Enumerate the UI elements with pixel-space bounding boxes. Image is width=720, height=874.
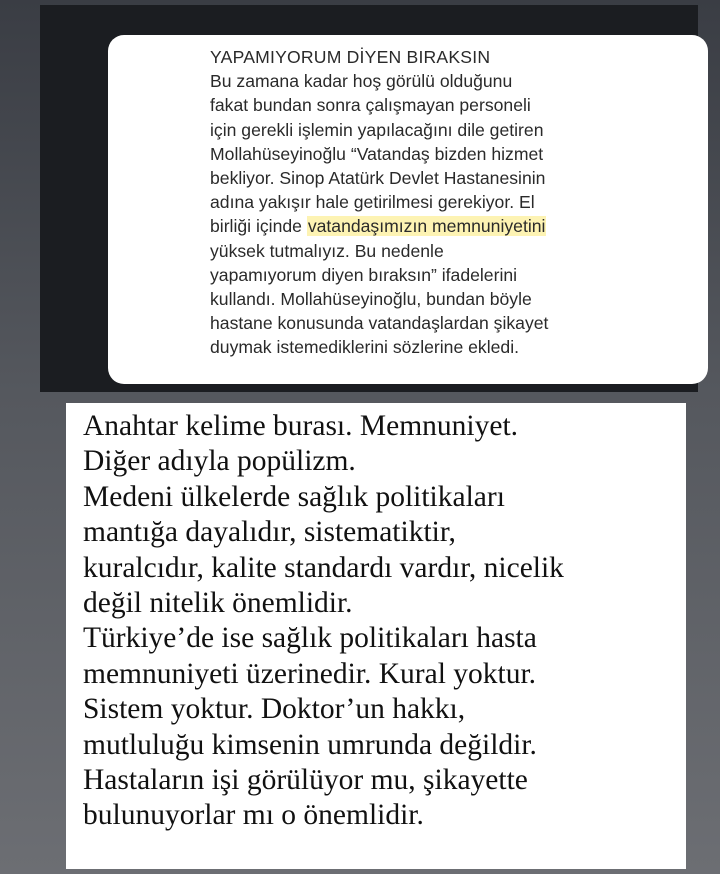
comment-line-9: Sistem yoktur. Doktor’un hakkı,	[83, 693, 466, 726]
article-line-5: bekliyor. Sinop Atatürk Devlet Hastanesinin	[210, 168, 546, 189]
article-line-3: için gerekli işlemin yapılacağını dile getiren	[210, 119, 544, 140]
article-heading: YAPAMIYORUM DİYEN BIRAKSIN	[210, 47, 491, 67]
comment-line-3: Medeni ülkelerde sağlık politikaları	[83, 480, 505, 513]
comment-line-6: değil nitelik önemlidir.	[83, 587, 353, 620]
article-line-1: Bu zamana kadar hoş görülü olduğunu	[210, 71, 513, 92]
article-line-11: hastane konusunda vatandaşlardan şikayet	[210, 313, 549, 334]
article-line-7	[210, 214, 688, 238]
article-line-12: duymak istemediklerini sözlerine ekledi.	[210, 337, 519, 358]
article-line-7-prefix: birliği içinde	[210, 216, 307, 237]
highlighted-phrase: vatandaşımızın memnuniyetini	[307, 216, 546, 237]
article-line-8: yüksek tutmalıyız. Bu nedenle	[210, 240, 444, 261]
comment-line-1: Anahtar kelime burası. Memnuniyet.	[83, 410, 519, 442]
screenshot-frame	[40, 5, 698, 392]
article-line-2: fakat bundan sonra çalışmayan personeli	[210, 95, 531, 116]
comment-line-5: kuralcıdır, kalite standardı vardır, nicelik	[83, 551, 564, 584]
article-line-4: Mollahüseyinoğlu “Vatandaş bizden hizmet	[210, 143, 544, 164]
comment-line-8: memnuniyeti üzerinedir. Kural yoktur.	[83, 657, 537, 690]
comment-line-4: mantığa dayalıdır, sistematiktir,	[83, 516, 456, 549]
comment-line-12: bulunuyorlar mı o önemlidir.	[83, 799, 424, 832]
article-line-6: adına yakışır hale getirilmesi gerekiyor. El	[210, 192, 535, 213]
comment-line-7: Türkiye’de ise sağlık politikaları hasta	[83, 622, 537, 655]
comment-line-11: Hastaların işi görülüyor mu, şikayette	[83, 764, 528, 797]
news-article-card	[108, 35, 708, 384]
commentary-panel	[66, 403, 686, 869]
article-line-9: yapamıyorum diyen bıraksın” ifadelerini	[210, 264, 518, 285]
article-line-10: kullandı. Mollahüseyinoğlu, bundan böyle	[210, 289, 532, 310]
comment-line-2: Diğer adıyla popülizm.	[83, 445, 356, 478]
comment-line-10: mutluluğu kimsenin umrunda değildir.	[83, 728, 537, 761]
